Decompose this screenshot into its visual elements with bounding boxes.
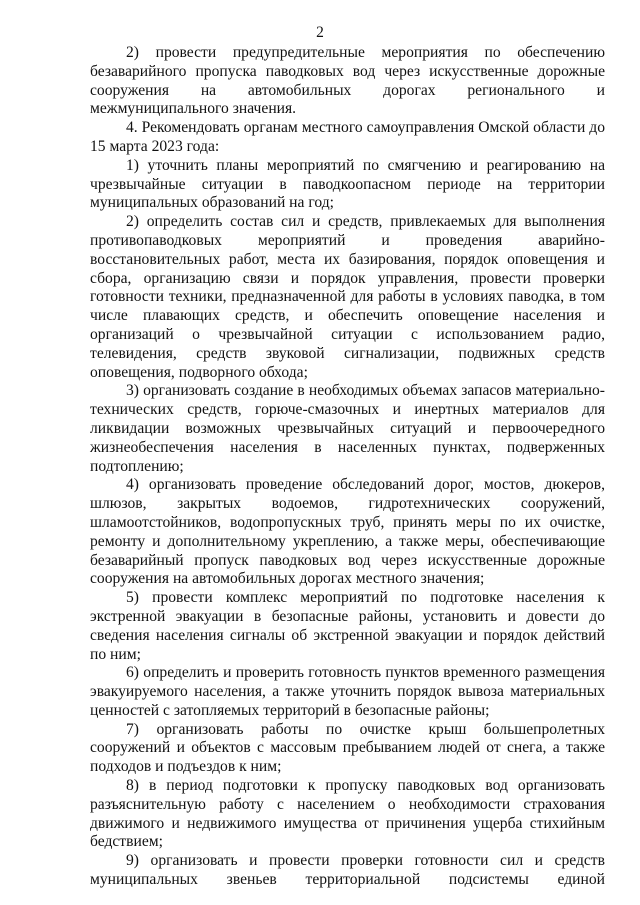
paragraph: 8) в период подготовки к пропуску паводковых вод организовать разъяснительную работу с населением о необходимости страхования движимого и недвижимого имущества от причинения ущерба стихийным бедствием;: [90, 777, 605, 851]
paragraph: 5) провести комплекс мероприятий по подготовке населения к экстренной эвакуации в безопасные районы, установить и довести до сведения населения сигналы об экстренной эвакуации и порядок действий по ним;: [90, 589, 605, 663]
paragraph: 7) организовать работы по очистке крыш большепролетных сооружений и объектов с массовым пребыванием людей от снега, а также подходов и подъездов к ним;: [90, 720, 605, 776]
paragraph: 6) определить и проверить готовность пунктов временного размещения эвакуируемого населения, а также уточнить порядок вывоза материальных ценностей с затопляемых территорий в безопасные районы;: [90, 664, 605, 719]
paragraph: 1) уточнить планы мероприятий по смягчению и реагированию на чрезвычайные ситуации в паводкоопасном периоде на территории муниципальных образований на год;: [90, 156, 605, 212]
page-number: 2: [316, 24, 324, 41]
paragraph: 2) провести предупредительные мероприятия по обеспечению безаварийного пропуска паводковых вод через искусственные дорожные сооружения на автомобильных дорогах регионального и межмуниципального значения.: [90, 44, 605, 118]
paragraph: 4. Рекомендовать органам местного самоуправления Омской области до 15 марта 2023 года:: [90, 119, 605, 155]
paragraph: 2) определить состав сил и средств, привлекаемых для выполнения противопаводковых мероприятий и проведения аварийно-восстановительных работ, места их базирования, порядок оповещения и сбора, организацию связи и порядок управления, провести проверки готовности техники, предназначенной для работы в условиях паводка, в том числе плавающих средств, и обеспечить оповещение населения и организаций о чрезвычайной ситуации с использованием радио, телевидения, средств звуковой сигнализации, подвижных средств оповещения, подворного обхода;: [90, 213, 605, 381]
paragraph: 3) организовать создание в необходимых объемах запасов материально-технических средств, горюче-смазочных и инертных материалов для ликвидации возможных чрезвычайных ситуаций и первоочередного жизнеобеспечения населения в населенных пунктах, подверженных подтоплению;: [90, 382, 605, 475]
paragraph: 4) организовать проведение обследований дорог, мостов, дюкеров, шлюзов, закрытых водоемов, гидротехнических сооружений, шламоотстойников, водопропускных труб, принять меры по их очистке, ремонту и дополнительному укреплению, а также меры, обеспечивающие безаварийный пропуск паводковых вод через искусственные дорожные сооружения на автомобильных дорогах местного значения;: [90, 476, 605, 588]
paragraph: 9) организовать и провести проверки готовности сил и средств муниципальных звеньев территориальной подсистемы единой: [90, 852, 605, 889]
document-body: [90, 44, 605, 890]
